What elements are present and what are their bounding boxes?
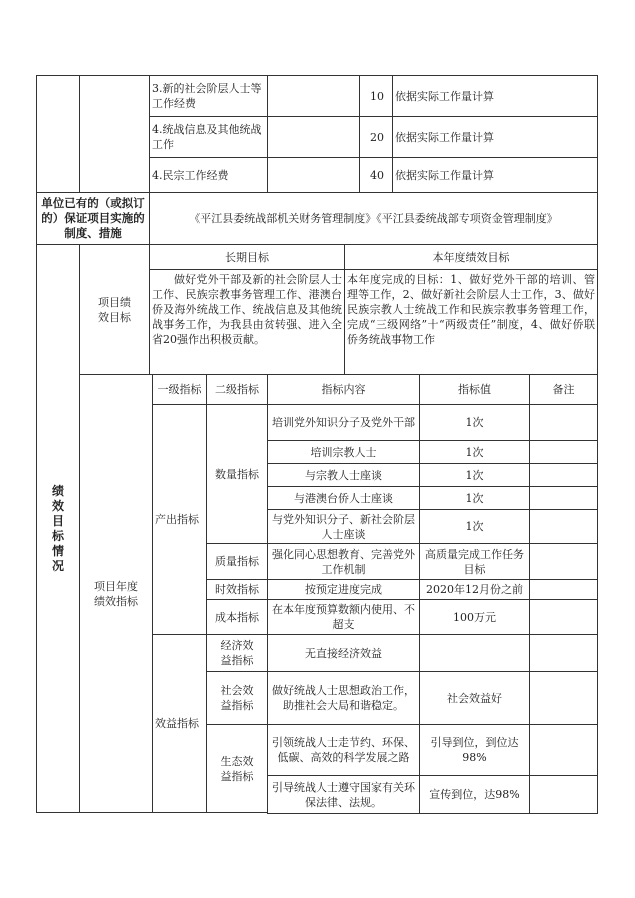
indicator-value: 1次: [419, 404, 530, 441]
annual-header: 本年度绩效目标: [344, 244, 598, 270]
remark-cell: [529, 543, 598, 580]
level2-social: 社会效益指标: [206, 671, 268, 725]
indicator-value: 1次: [419, 463, 530, 487]
header-content: 指标内容: [267, 374, 420, 405]
indicator-value: 社会效益好: [419, 671, 530, 725]
remark-cell: [529, 463, 598, 487]
indicator-content: 培训党外知识分子及党外干部: [267, 404, 420, 441]
remark-cell: [529, 440, 598, 464]
level1-output: 产出指标: [152, 404, 207, 635]
empty-cell: [36, 75, 80, 193]
indicator-value: 1次: [419, 509, 530, 544]
indicator-content: 与党外知识分子、新社会阶层人士座谈: [267, 509, 420, 544]
header-level2: 二级指标: [206, 374, 268, 405]
remark-cell: [529, 775, 598, 814]
level1-benefit: 效益指标: [152, 634, 207, 813]
remark-cell: [529, 724, 598, 776]
level2-cost: 成本指标: [206, 599, 268, 635]
remark-cell: [529, 579, 598, 600]
empty-cell: [267, 116, 360, 158]
indicator-value: 2020年12月份之前: [419, 579, 530, 600]
indicator-content: 强化同心思想教育、完善党外工作机制: [267, 543, 420, 580]
long-term-goal: 做好党外干部及新的社会阶层人士工作、民族宗教事务管理工作、港澳台侨及海外统战工作、统战信息及其他统战事务工作，为我县由贫转强、进入全省20强作出积极贡献。: [149, 269, 345, 375]
level2-quantity: 数量指标: [206, 404, 268, 544]
indicator-content: 引领统战人士走节约、环保、低碳、高效的科学发展之路: [267, 724, 420, 776]
measures-label: 单位已有的（或拟订的）保证项目实施的制度、措施: [36, 192, 150, 245]
remark-cell: [529, 486, 598, 510]
indicator-content: 做好统战人士思想政治工作，助推社会大局和谐稳定。: [267, 671, 420, 725]
remark-cell: [529, 404, 598, 441]
level2-quality: 质量指标: [206, 543, 268, 580]
goals-label: 项目绩效目标: [79, 244, 150, 375]
indicators-label: 项目年度绩效指标: [79, 374, 153, 813]
indicator-value: 1次: [419, 486, 530, 510]
level2-timeliness: 时效指标: [206, 579, 268, 600]
empty-cell: [267, 157, 360, 193]
funding-basis: 依据实际工作量计算: [392, 75, 598, 117]
indicator-content: 按预定进度完成: [267, 579, 420, 600]
indicator-value: 高质量完成工作任务目标: [419, 543, 530, 580]
header-value: 指标值: [419, 374, 530, 405]
funding-basis: 依据实际工作量计算: [392, 157, 598, 193]
funding-amount: 10: [359, 75, 393, 117]
indicator-content: 培训宗教人士: [267, 440, 420, 464]
header-level1: 一级指标: [152, 374, 207, 405]
section-label: 绩效目标情况: [36, 244, 80, 813]
remark-cell: [529, 634, 598, 672]
funding-basis: 依据实际工作量计算: [392, 116, 598, 158]
annual-goal: 本年度完成的目标：1、做好党外干部的培训、管理等工作，2、做好新社会阶层人士工作，3、做好民族宗教人士统战工作和民族宗教事务管理工作，完成“三级网络”十“两级责任”制度，4、做好侨联侨务统战事物工作: [344, 269, 598, 375]
indicator-value: 1次: [419, 440, 530, 464]
remark-cell: [529, 599, 598, 635]
indicator-content: 无直接经济效益: [267, 634, 420, 672]
empty-cell: [79, 75, 150, 193]
remark-cell: [529, 671, 598, 725]
header-remark: 备注: [529, 374, 598, 405]
indicator-content: 与宗教人士座谈: [267, 463, 420, 487]
level2-economic: 经济效益指标: [206, 634, 268, 672]
funding-amount: 40: [359, 157, 393, 193]
indicator-content: 引导统战人士遵守国家有关环保法律、法规。: [267, 775, 420, 814]
level2-ecological: 生态效益指标: [206, 724, 268, 813]
indicator-content: 在本年度预算数额内使用、不超支: [267, 599, 420, 635]
indicator-content: 与港澳台侨人士座谈: [267, 486, 420, 510]
measures-value: 《平江县委统战部机关财务管理制度》《平江县委统战部专项资金管理制度》: [149, 192, 598, 245]
indicator-value: 引导到位，到位达98%: [419, 724, 530, 776]
indicator-value: [419, 634, 530, 672]
funding-item: 4.民宗工作经费: [149, 157, 268, 193]
remark-cell: [529, 509, 598, 544]
long-term-header: 长期目标: [149, 244, 345, 270]
funding-item: 3.新的社会阶层人士等工作经费: [149, 75, 268, 117]
funding-item: 4.统战信息及其他统战工作: [149, 116, 268, 158]
indicator-value: 100万元: [419, 599, 530, 635]
funding-amount: 20: [359, 116, 393, 158]
indicator-value: 宣传到位，达98%: [419, 775, 530, 814]
empty-cell: [267, 75, 360, 117]
